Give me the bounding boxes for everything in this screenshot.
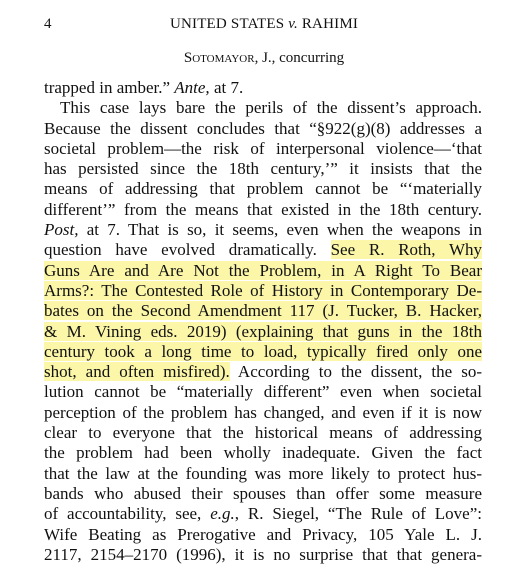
text-line: bands who abused their spouses than offer some measure	[44, 483, 482, 503]
text-line: of accountability, see, e.g., R. Siegel, “The Rule of Love”:	[44, 504, 482, 524]
text-line: 2117, 2154–2170 (1996), it is no surprise that that genera-	[44, 544, 482, 564]
opinion-author-line	[0, 50, 528, 67]
text-line: societal problem—the risk of interpersonal violence—‘that	[44, 138, 482, 158]
text-line	[44, 322, 482, 342]
highlighted-citation: shot, and often misfired).	[44, 362, 230, 382]
text-line: lution cannot be “materially different” even when societal	[44, 382, 482, 402]
highlighted-citation: See R. Roth, Why	[330, 240, 483, 260]
highlighted-citation: bates on the Second Amendment 117 (J. Tucker, B. Hacker,	[44, 301, 482, 321]
text-line	[44, 301, 482, 321]
highlighted-citation: Guns Are and Are Not the Problem, in A Right To Bear	[44, 260, 482, 280]
case-v: v.	[288, 16, 298, 32]
highlighted-citation: century took a long time to load, typically fired only one	[44, 341, 482, 361]
text-line: has persisted since the 18th century,’” it insists that the	[44, 159, 482, 179]
text-line: Post, at 7. That is so, it seems, even when the weapons in	[44, 220, 482, 240]
text-line: question have evolved dramatically. See R. Roth, Why	[44, 240, 483, 260]
text-line	[44, 261, 482, 281]
text-line: perception of the problem has changed, and even if it is now	[44, 402, 482, 422]
text-line: clear to everyone that the historical means of addressing	[44, 423, 482, 443]
text-line: shot, and often misfired). According to the dissent, the so-	[44, 362, 482, 382]
highlighted-citation: Arms?: The Contested Role of History in Contemporary De-	[44, 280, 482, 300]
running-head	[0, 16, 528, 33]
text-line: This case lays bare the perils of the dissent’s approach.	[60, 98, 482, 118]
opinion-body	[44, 78, 482, 565]
case-prefix: UNITED STATES	[169, 16, 289, 32]
text-line	[44, 281, 482, 301]
author-suffix: , J., concurring	[254, 50, 345, 66]
text-line: that the law at the founding was more likely to protect hus-	[44, 463, 482, 483]
text-line: different’” from the means that existed in the 18th century.	[44, 199, 482, 219]
highlighted-citation: & M. Vining eds. 2019) (explaining that guns in the 18th	[44, 321, 482, 341]
text-line: the problem had been wholly inadequate. Given the fact	[44, 443, 482, 463]
author-name: Sotomayor	[183, 50, 255, 66]
text-line: Because the dissent concludes that “§922(g)(8) addresses a	[44, 118, 482, 138]
text-line: means of addressing that problem cannot be “‘materially	[44, 179, 482, 199]
text-line	[44, 342, 482, 362]
page-number: 4	[44, 16, 52, 32]
text-line: trapped in amber.” Ante, at 7.	[44, 78, 244, 97]
case-suffix: RAHIMI	[297, 16, 359, 32]
text-line: Wife Beating as Prerogative and Privacy, 105 Yale L. J.	[44, 524, 482, 544]
